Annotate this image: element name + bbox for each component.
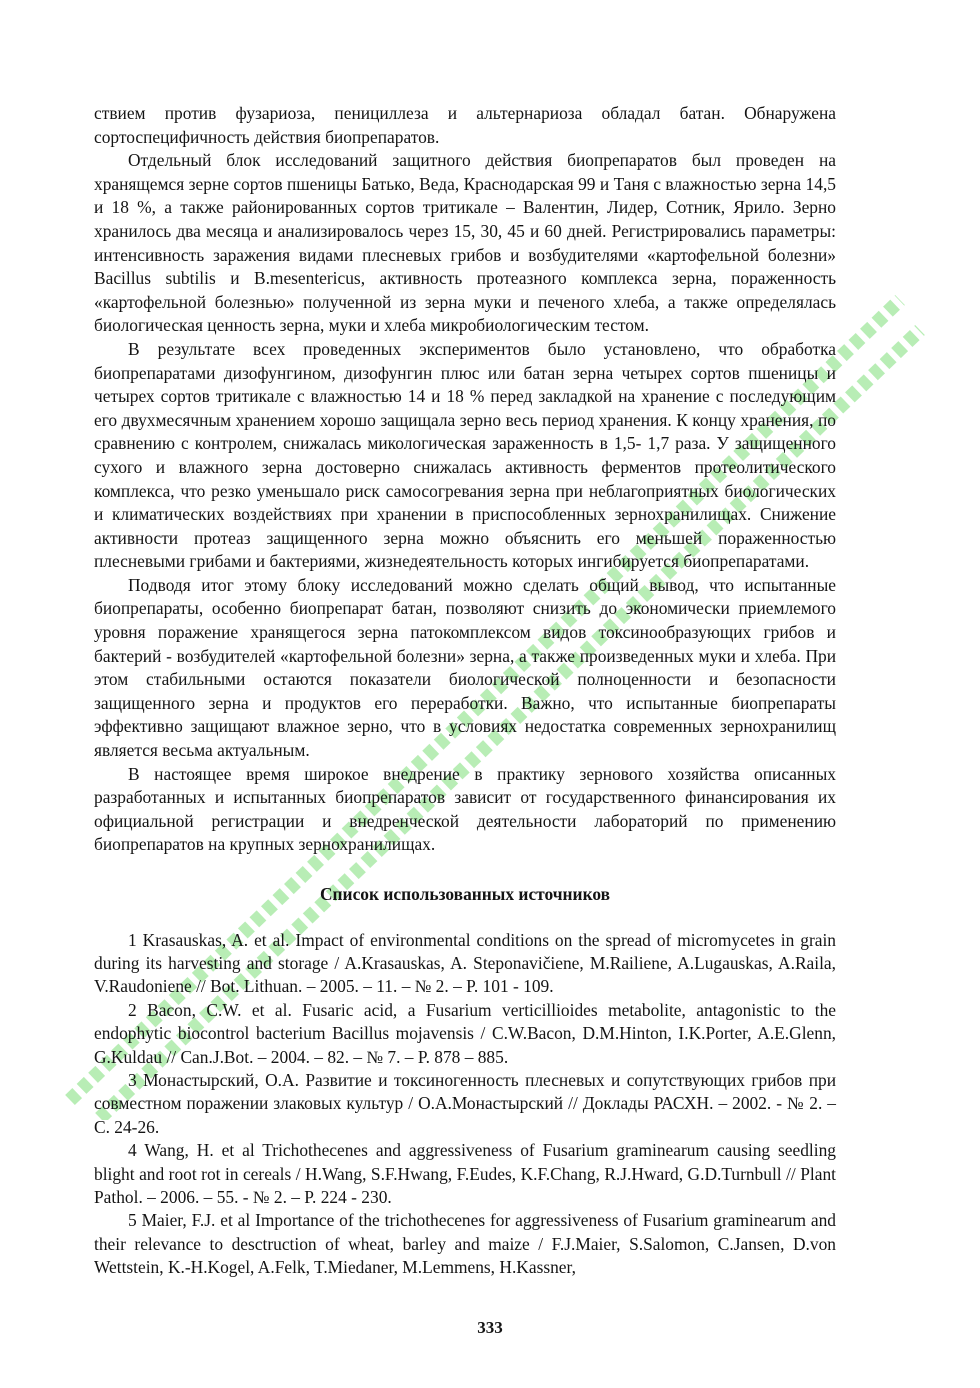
references-list: [94, 929, 836, 1280]
body-text: [94, 102, 836, 857]
page-number: 333: [477, 1318, 503, 1337]
reference-item: 4 Wang, H. et al Trichothecenes and aggressiveness of Fusarium graminearum causing seedling blight and root rot in cereals / H.Wang, S.F.Hwang, F.Eudes, K.F.Chang, R.J.Hward, G.D.Turnbull // Plant Pathol. – 2006. – 55. - № 2. – P. 224 - 230.: [94, 1140, 836, 1208]
reference-item: 2 Bacon, C.W. et al. Fusaric acid, a Fusarium verticillioides metabolite, antagonistic to the endophytic biocontrol bacterium Bacillus mojavensis / C.W.Bacon, D.M.Hinton, I.K.Porter, A.E.Glenn, G.Kuldau // Can.J.Bot. – 2004. – 82. – № 7. – P. 878 – 885.: [94, 999, 836, 1067]
reference-item: 1 Krasauskas, A. et al. Impact of environmental conditions on the spread of micromycetes in grain during its harvesting and storage / A.Krasauskas, A. Steponavičiene, M.Railiene, A.Lugauskas, A.Raila, V.Raudoniene // Bot. Lithuan. – 2005. – 11. – № 2. – P. 101 - 109.: [94, 929, 836, 997]
paragraph-5: В настоящее время широкое внедрение в практику зернового хозяйства описанных разработанных и испытанных биопрепаратов зависит от государственного финансирования их официальной регистрации и внедренческой деятельности лабораторий по применению биопрепаратов на крупных зернохранилищах.: [94, 763, 836, 855]
reference-item: 5 Maier, F.J. et al Importance of the trichothecenes for aggressiveness of Fusarium graminearum and their relevance to desctruction of wheat, barley and maize / F.J.Maier, S.Salomon, C.Jansen, D.von Wettstein, K.-H.Kogel, A.Felk, T.Miedaner, M.Lemmens, H.Kassner,: [94, 1210, 836, 1278]
references-heading: Список использованных источников: [319, 884, 611, 904]
reference-item: 3 Монастырский, О.А. Развитие и токсиногенность плесневых и сопутствующих грибов при совместном поражении злаковых культур / О.А.Монастырский // Доклады РАСХН. – 2002. - № 2. – С. 24-26.: [94, 1070, 836, 1137]
paragraph-4: Подводя итог этому блоку исследований можно сделать общий вывод, что испытанные биопрепараты, особенно биопрепарат батан, позволяют снизить до экономически приемлемого уровня поражение хранящегося зерна патокомплексом видов токсинообразующих грибов и бактерий - возбудителей «картофельной болезни» зерна, а также произведенных муки и хлеба. При этом стабильными остаются показатели биологической полноценности и безопасности защищенного зерна и продуктов его переработки. Важно, что испытанные биопрепараты эффективно защищают влажное зерно, что в условиях недостатка современных зернохранилищ является весьма актуальным.: [94, 574, 836, 761]
document-page: [94, 102, 836, 1280]
paragraph-2: Отдельный блок исследований защитного действия биопрепаратов был проведен на хранящемся зерне сортов пшеницы Батько, Веда, Краснодарская 99 и Таня с влажностью зерна 14,5 и 18 %, а также районированных сортов тритикале – Валентин, Лидер, Сотник, Ярило. Зерно хранилось два месяца и анализировалось через 15, 30, 45 и 60 дней. Регистрировались параметры: интенсивность заражения видами плесневых грибов и возбудителями «картофельной болезни» Bacillus subtilis и B.mesentericus, активность протеазного комплекса зерна, пораженность «картофельной болезнью» полученной из зерна муки и печеного хлеба, а также определялась биологическая ценность зерна, муки и хлеба микробиологическим тестом.: [94, 150, 836, 336]
paragraph-3: В результате всех проведенных экспериментов было установлено, что обработка биопрепаратами дизофунгином, дизофунгин плюс или батан зерна четырех сортов пшеницы и четырех сортов тритикале с влажностью 14 и 18 % перед закладкой на хранение с последующим его двухмесячным хранением хорошо защищала зерно весь период хранения. К концу хранения, по сравнению с контролем, снижалась микологическая зараженность в 1,5- 1,7 раза. У защищенного сухого и влажного зерна достоверно снижалась активность ферментов протеолитического комплекса, что резко уменьшало риск самосогревания зерна при неблагоприятных биологических и климатических воздействиях при хранении в приспособленных зернохранилищах. Снижение активности протеаз защищенного зерна можно объяснить его меньшей пораженностью плесневыми грибами и бактериями, жизнедеятельность которых ингибируется биопрепаратами.: [94, 338, 836, 572]
paragraph-1: ствием против фузариоза, пенициллеза и альтернариоза обладал батан. Обнаружена сортоспецифичность действия биопрепаратов.: [94, 103, 836, 147]
